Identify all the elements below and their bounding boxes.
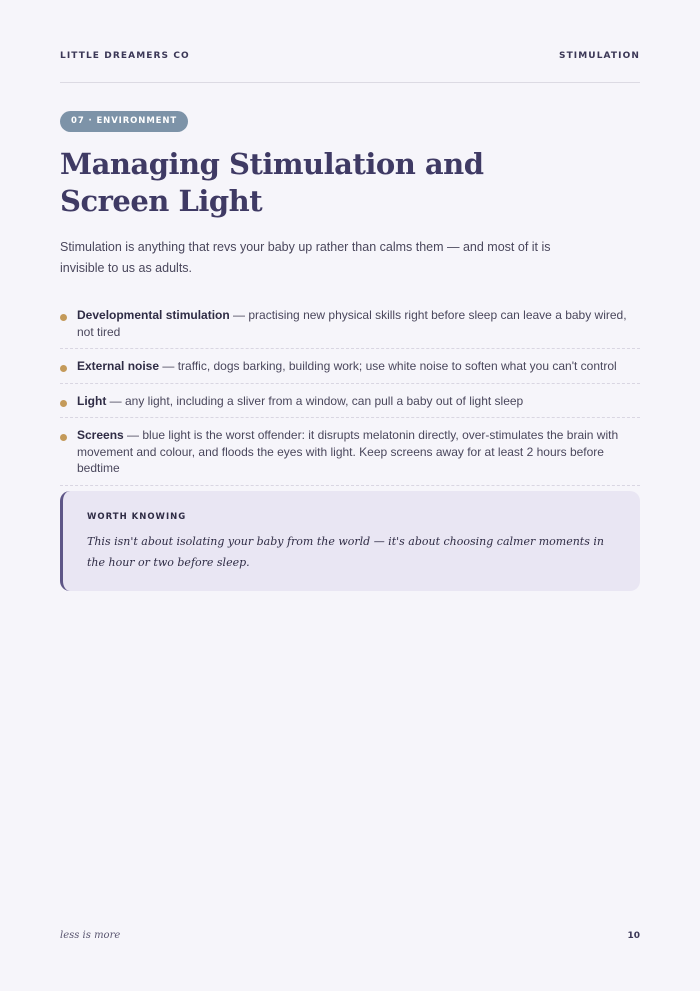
header-divider: [60, 82, 640, 83]
bullet-dot-icon: [60, 434, 67, 441]
footer-tagline: less is more: [60, 930, 121, 941]
list-item-term: Light: [77, 393, 107, 408]
list-item: [60, 425, 640, 486]
page-header: [60, 51, 640, 61]
brand-name: LITTLE DREAMERS CO: [60, 51, 190, 61]
list-item: [60, 305, 640, 349]
bullet-dot-icon: [60, 314, 67, 321]
stimulation-list: [60, 305, 640, 493]
intro-paragraph: Stimulation is anything that revs your baby up rather than calms them — and most of it is invisible to us as adults.: [60, 240, 551, 275]
list-item-text: — traffic, dogs barking, building work; use white noise to soften what you can't control: [159, 359, 617, 373]
list-item: [60, 356, 640, 384]
callout-text: This isn't about isolating your baby from the world — it's about choosing calmer moments in the hour or two before sleep.: [87, 535, 604, 569]
chapter-badge: 07 · ENVIRONMENT: [60, 111, 188, 132]
list-item-term: External noise: [77, 359, 160, 373]
page-number: 10: [627, 931, 640, 941]
page-title: Managing Stimulation and Screen Light: [60, 147, 484, 218]
list-item-term: Screens: [77, 428, 124, 442]
list-item-text: — any light, including a sliver from a window, can pull a baby out of light sleep: [106, 393, 524, 408]
list-item-term: Developmental stimulation: [77, 308, 230, 322]
page: [60, 0, 640, 991]
section-name: STIMULATION: [558, 51, 640, 61]
list-item-text: — practising new physical skills right before sleep can leave a baby wired, not tired: [77, 308, 627, 339]
worth-knowing-callout: [60, 491, 640, 591]
bullet-dot-icon: [60, 400, 67, 407]
list-item: [60, 391, 640, 419]
bullet-dot-icon: [60, 365, 67, 372]
callout-label: WORTH KNOWING: [87, 512, 187, 522]
list-item-text: — blue light is the worst offender: it disrupts melatonin directly, over-stimulates the brain with movement and colour, and floods the eyes with light. Keep screens away for at least 2 hours before bedtime: [77, 428, 619, 475]
